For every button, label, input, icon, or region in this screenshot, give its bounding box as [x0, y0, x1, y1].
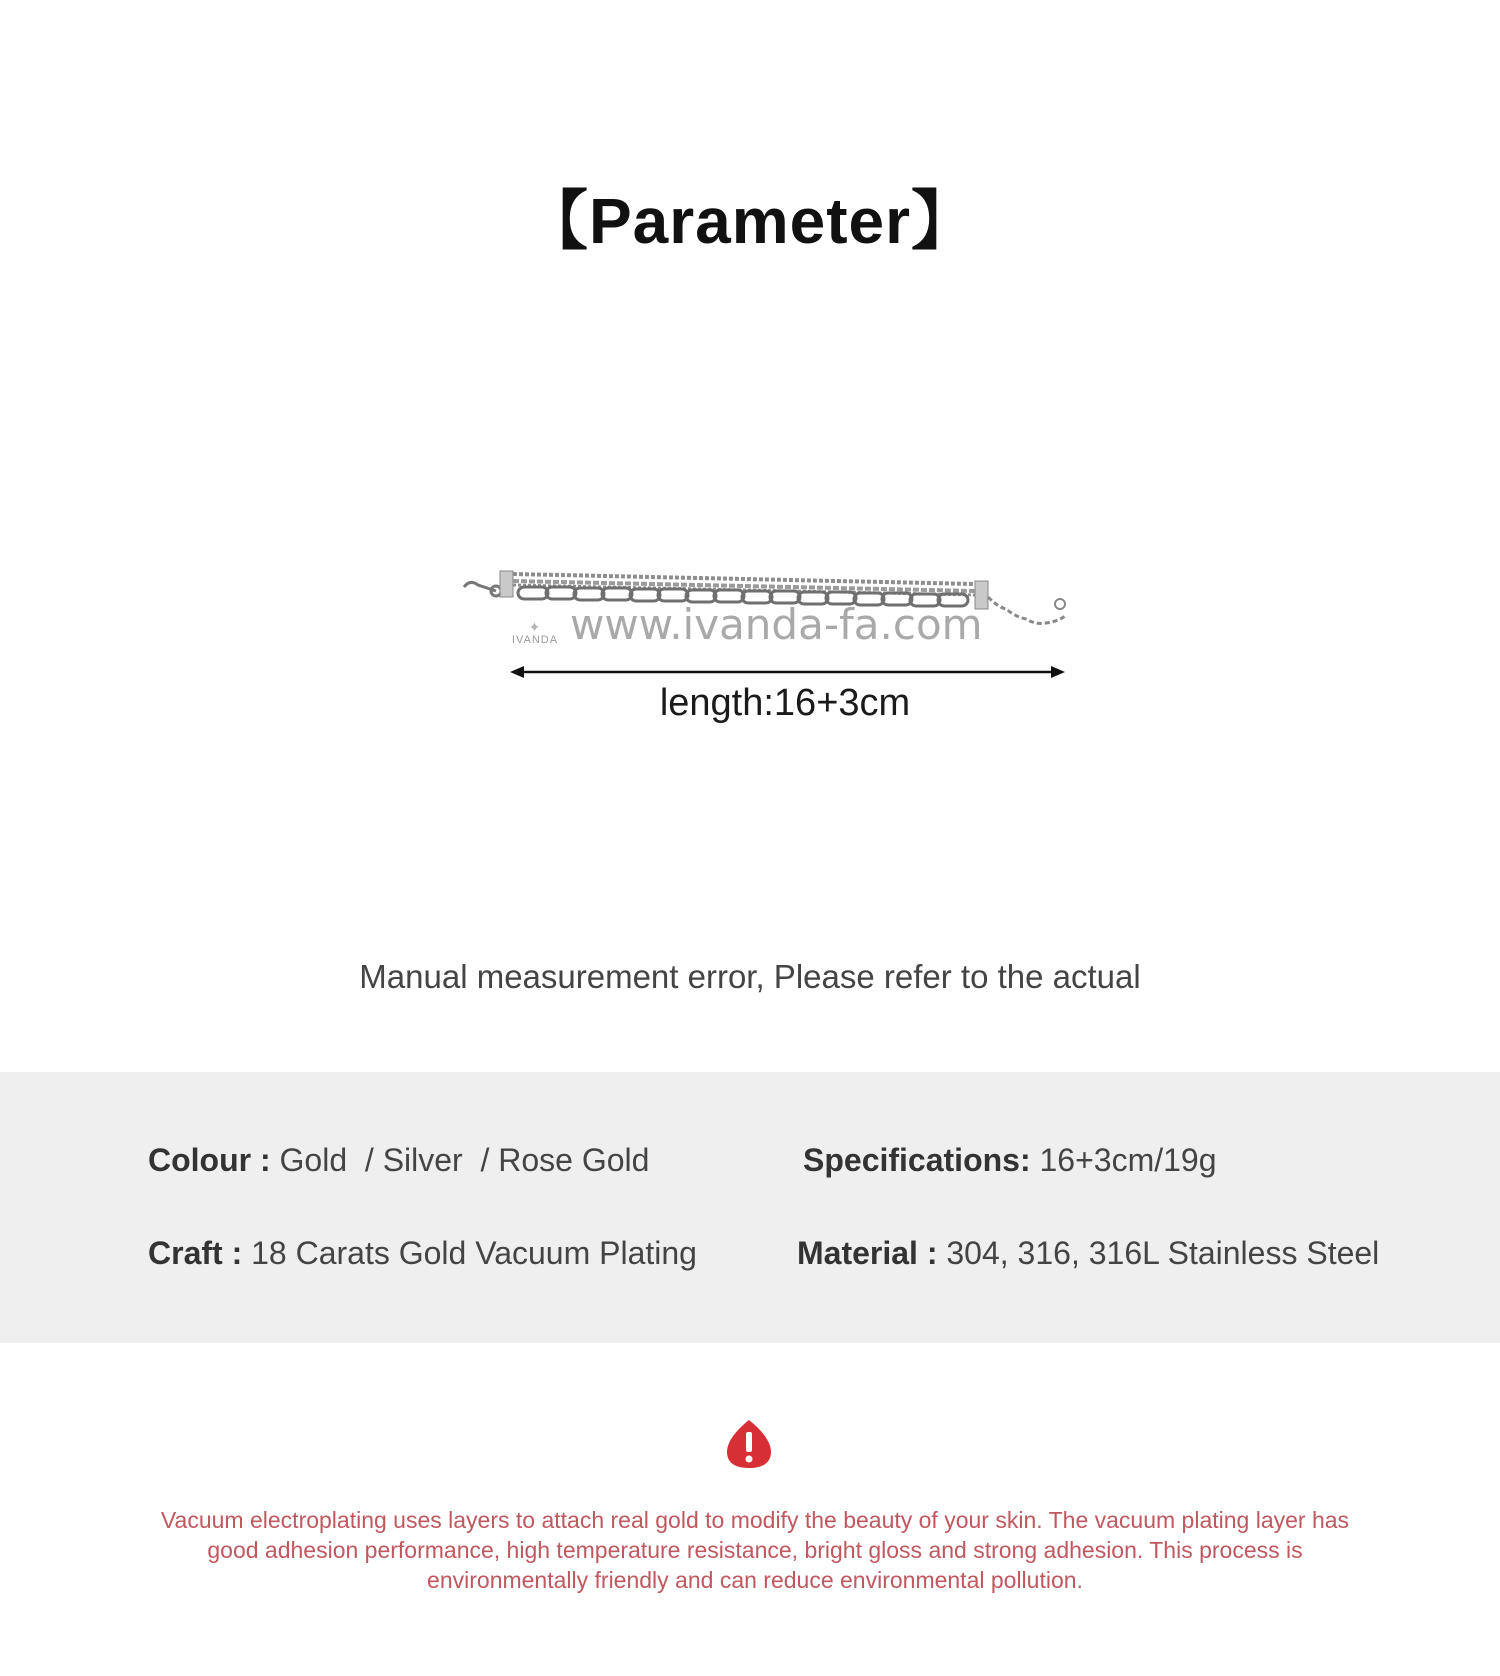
page-title: 【Parameter】	[523, 185, 977, 257]
specifications-key: Specifications:	[803, 1142, 1031, 1178]
material-key: Material :	[797, 1235, 938, 1271]
colour-value: Gold / Silver / Rose Gold	[279, 1142, 650, 1178]
spec-material	[797, 1235, 1379, 1272]
craft-key: Craft :	[148, 1235, 243, 1271]
alert-icon	[725, 1418, 773, 1470]
spec-specifications	[803, 1142, 1217, 1179]
spec-colour	[148, 1142, 649, 1179]
ivanda-logo	[510, 620, 560, 650]
sparkle-icon: ✦	[528, 619, 542, 635]
logo-text: IVANDA	[511, 634, 559, 646]
length-arrow	[510, 662, 1065, 682]
spec-panel	[0, 1072, 1500, 1343]
measurement-note: Manual measurement error, Please refer to the actual	[359, 958, 1141, 995]
craft-value: 18 Carats Gold Vacuum Plating	[251, 1235, 697, 1271]
watermark-url: www.ivanda-fa.com	[570, 600, 983, 649]
warning-text: Vacuum electroplating uses layers to attach real gold to modify the beauty of your skin. The vacuum plating layer has good adhesion performance, high temperature resistance, bright gloss and strong adhesion. This process is environmentally friendly and can reduce environmental pollution.	[160, 1507, 1350, 1593]
spec-craft	[148, 1235, 697, 1272]
colour-key: Colour :	[148, 1142, 271, 1178]
length-label: length:16+3cm	[659, 682, 911, 724]
specifications-value: 16+3cm/19g	[1039, 1142, 1217, 1178]
material-value: 304, 316, 316L Stainless Steel	[946, 1235, 1380, 1271]
